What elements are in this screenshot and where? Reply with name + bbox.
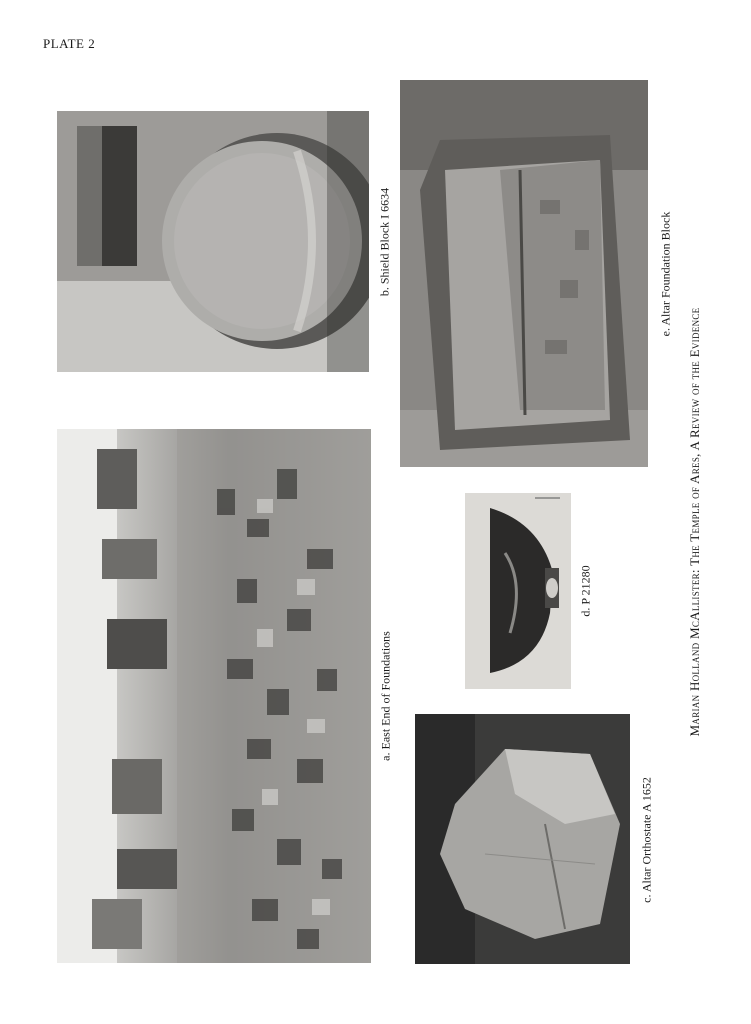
caption-b: b. Shield Block I 6634: [377, 187, 392, 297]
caption-c: c. Altar Orthostate A 1652: [639, 777, 654, 903]
plate-label: PLATE 2: [43, 36, 96, 51]
caption-e: e. Altar Foundation Block: [658, 211, 673, 337]
running-footer: Marian Holland McAllister: The Temple of Ares, A Review of the Evidence: [687, 307, 702, 737]
photo-shield-block: [57, 111, 369, 372]
caption-d: d. P 21280: [578, 565, 593, 617]
photo-altar-orthostate: [415, 714, 630, 964]
photo-p-21280: [465, 493, 571, 689]
caption-a: a. East End of Foundations: [378, 631, 393, 761]
photo-east-end-of-foundations: [57, 429, 371, 963]
photo-altar-foundation-block: [400, 80, 648, 467]
